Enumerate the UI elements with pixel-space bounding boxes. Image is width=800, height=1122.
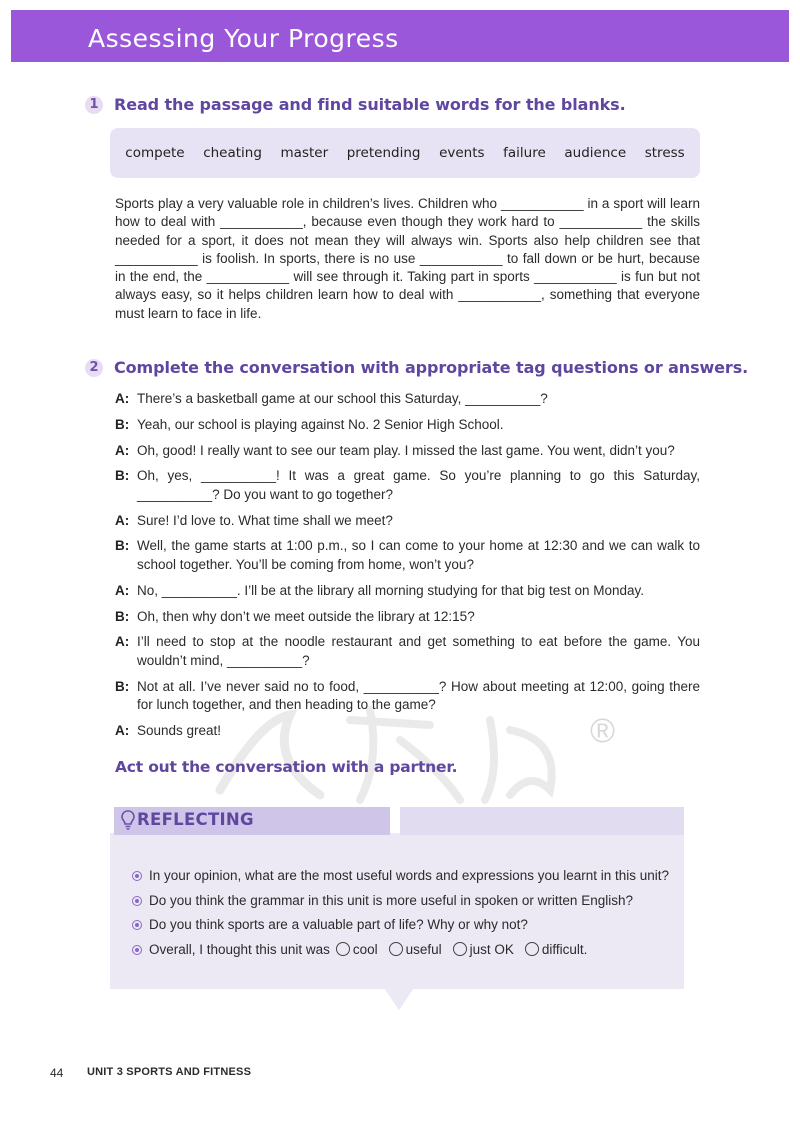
dialogue-text: Yeah, our school is playing against No. 2 Senior High School. xyxy=(137,416,504,432)
radio-circle-icon[interactable] xyxy=(453,942,467,956)
bullet-icon xyxy=(132,945,142,955)
dialogue-text: I’ll need to stop at the noodle restaurant and get something to eat before the game. You wouldn’t mind, __________? xyxy=(137,634,700,668)
question-number-2: 2 xyxy=(85,359,103,377)
dialogue-line xyxy=(115,416,700,435)
dialogue-text: There’s a basketball game at our school this Saturday, __________? xyxy=(137,391,548,406)
radio-circle-icon[interactable] xyxy=(525,942,539,956)
radio-circle-icon[interactable] xyxy=(389,942,403,956)
speaker-label: A: xyxy=(115,634,130,650)
watermark-calligraphy-icon xyxy=(200,700,580,810)
speaker-label: A: xyxy=(115,582,130,598)
reflecting-list xyxy=(132,867,672,965)
option-label: difficult. xyxy=(541,941,588,957)
option-useful[interactable] xyxy=(389,941,442,959)
bullet-icon xyxy=(132,896,142,906)
speaker-label: B: xyxy=(115,678,130,694)
dialogue-text: Sounds great! xyxy=(137,722,222,738)
reflecting-title: REFLECTING xyxy=(137,810,254,829)
reflecting-item xyxy=(132,941,672,959)
option-difficult[interactable] xyxy=(525,941,588,959)
dialogue-line xyxy=(115,390,700,409)
dialogue-line xyxy=(115,512,700,531)
dialogue-text: Well, the game starts at 1:00 p.m., so I can come to your home at 12:30 and we can walk to school together. You’ll be coming from home, won’t you? xyxy=(137,538,700,572)
lightbulb-icon xyxy=(121,810,135,830)
word-bank-item: failure xyxy=(503,145,546,161)
option-label: cool xyxy=(352,941,378,957)
reflecting-item-text: Do you think sports are a valuable part of life? Why or why not? xyxy=(149,917,528,932)
act-out-instruction: Act out the conversation with a partner. xyxy=(115,758,458,776)
dialogue-line xyxy=(115,608,700,627)
word-bank-item: cheating xyxy=(203,145,262,161)
option-label: just OK xyxy=(469,941,514,957)
word-bank-item: compete xyxy=(125,145,185,161)
dialogue-list xyxy=(115,390,700,748)
word-bank-item: audience xyxy=(564,145,627,161)
question-2-instruction: Complete the conversation with appropriate tag questions or answers. xyxy=(114,358,749,377)
reflecting-tab-right xyxy=(400,807,684,835)
dialogue-line xyxy=(115,582,700,601)
question-number-1: 1 xyxy=(85,96,103,114)
overall-prompt: Overall, I thought this unit was xyxy=(149,941,330,957)
dialogue-line xyxy=(115,633,700,670)
speaker-label: B: xyxy=(115,538,130,554)
dialogue-line xyxy=(115,467,700,504)
dialogue-text: No, __________. I’ll be at the library all morning studying for that big test on Monday. xyxy=(137,582,645,598)
dialogue-text: Oh, good! I really want to see our team play. I missed the last game. You went, didn’t you? xyxy=(137,442,675,458)
registered-mark-icon: ® xyxy=(590,712,616,750)
word-bank-item: master xyxy=(280,145,329,161)
option-label: useful xyxy=(405,941,442,957)
speaker-label: B: xyxy=(115,468,130,484)
speaker-label: B: xyxy=(115,416,130,432)
bullet-icon xyxy=(132,920,142,930)
word-bank-item: pretending xyxy=(346,145,421,161)
speaker-label: A: xyxy=(115,512,130,528)
dialogue-line xyxy=(115,442,700,461)
page-title: Assessing Your Progress xyxy=(88,24,399,53)
speaker-label: B: xyxy=(115,608,130,624)
speaker-label: A: xyxy=(115,442,130,458)
panel-pointer xyxy=(384,988,414,1010)
question-1-instruction: Read the passage and find suitable words for the blanks. xyxy=(114,95,626,114)
word-bank xyxy=(110,128,700,178)
word-bank-item: events xyxy=(439,145,485,161)
reflecting-item xyxy=(132,892,672,910)
speaker-label: A: xyxy=(115,722,130,738)
dialogue-text: Oh, then why don’t we meet outside the library at 12:15? xyxy=(137,608,475,624)
word-bank-item: stress xyxy=(644,145,685,161)
dialogue-text: Oh, yes, __________! It was a great game. So you’re planning to go this Saturday, __________? Do you want to go together? xyxy=(137,468,700,502)
option-cool[interactable] xyxy=(336,941,378,959)
radio-circle-icon[interactable] xyxy=(336,942,350,956)
reflecting-item xyxy=(132,867,672,885)
reflecting-item-text: Do you think the grammar in this unit is more useful in spoken or written English? xyxy=(149,892,633,908)
dialogue-text: Sure! I’d love to. What time shall we meet? xyxy=(137,512,393,528)
footer-unit-title: UNIT 3 SPORTS AND FITNESS xyxy=(87,1066,252,1078)
bullet-icon xyxy=(132,871,142,881)
page-number: 44 xyxy=(50,1066,64,1080)
dialogue-text: Not at all. I’ve never said no to food, __________? How about meeting at 12:00, going there for lunch together, and then heading to the game? xyxy=(137,678,700,713)
passage-text: Sports play a very valuable role in children’s lives. Children who ___________ in a sport will learn how to deal with ___________, because even though they work hard to ___________ the skills needed for a sport, it does not mean they will always win. Sports also help children see that ___________ is foolish. In sports, there is no use ___________ to fall down or be hurt, because in the end, the ___________ will see through it. Taking part in sports ___________ is fun but not always easy, so it helps children learn how to deal with ___________, something that everyone must learn to face in life. xyxy=(115,196,700,321)
reflecting-item xyxy=(132,916,672,934)
reflecting-item-text: In your opinion, what are the most useful words and expressions you learnt in this unit? xyxy=(149,868,670,883)
dialogue-line xyxy=(115,537,700,574)
option-just-ok[interactable] xyxy=(453,941,514,959)
speaker-label: A: xyxy=(115,391,130,406)
